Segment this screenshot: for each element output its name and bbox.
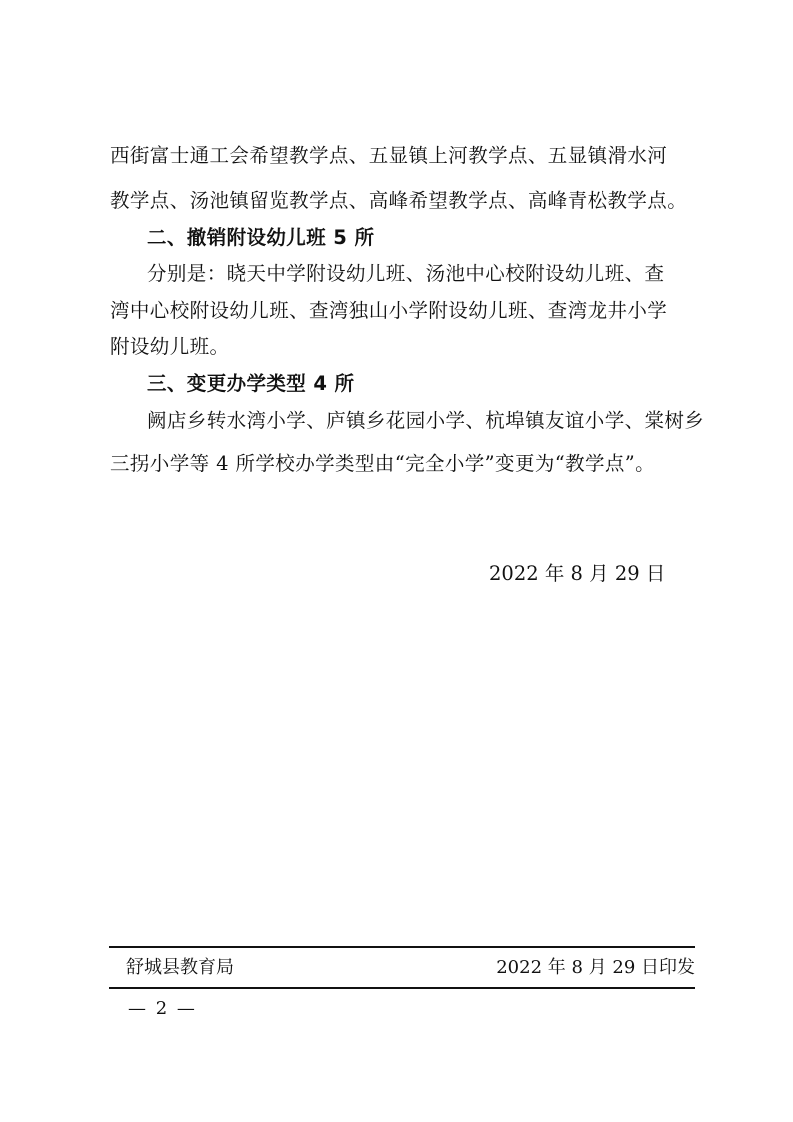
paragraph-line: 教学点、汤池镇留览教学点、高峰希望教学点、高峰青松教学点。	[110, 189, 688, 212]
page-number: — 2 —	[128, 998, 197, 1019]
paragraph-line: 三拐小学等 4 所学校办学类型由“完全小学”变更为“教学点”。	[110, 452, 656, 475]
paragraph-line: 附设幼儿班。	[110, 335, 230, 358]
section-heading-3: 三、变更办学类型 4 所	[147, 372, 355, 395]
issuer-name: 舒城县教育局	[126, 957, 234, 978]
section-heading-2: 二、撤销附设幼儿班 5 所	[147, 226, 375, 249]
paragraph-line: 湾中心校附设幼儿班、查湾独山小学附设幼儿班、查湾龙井小学	[110, 299, 668, 322]
signature-date: 2022 年 8 月 29 日	[489, 562, 666, 585]
paragraph-line: 阙店乡转水湾小学、庐镇乡花园小学、杭埠镇友谊小学、棠树乡	[147, 409, 705, 432]
print-date: 2022 年 8 月 29 日印发	[496, 957, 695, 978]
paragraph-line: 分别是：晓天中学附设幼儿班、汤池中心校附设幼儿班、查	[147, 262, 665, 285]
paragraph-line: 西街富士通工会希望教学点、五显镇上河教学点、五显镇滑水河	[110, 144, 668, 167]
footer-bottom-rule	[109, 987, 695, 989]
footer-top-rule	[109, 946, 695, 948]
